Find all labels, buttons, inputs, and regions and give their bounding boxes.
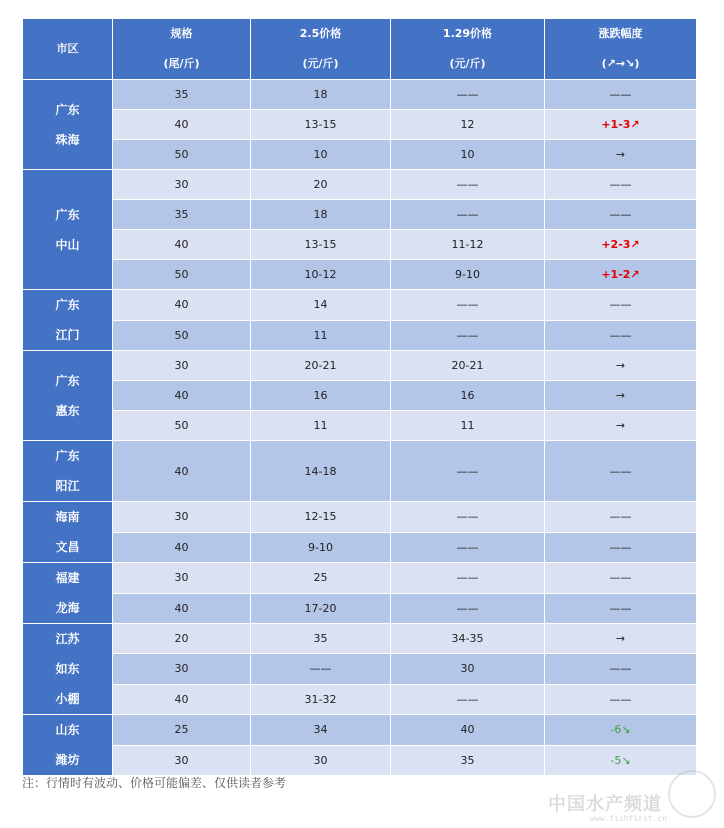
price-2-5-value: 9-10 [308,540,333,554]
price-1-29-value: 12 [460,118,475,131]
spec-cell [113,230,251,260]
price-1-29-cell [391,200,545,230]
price-2-5-cell [251,230,391,260]
region-name: 珠海 [55,132,80,147]
price-1-29-value: 9-10 [455,268,480,281]
spec-value: 25 [174,723,189,737]
region-name: 如东 [55,662,80,676]
region-name: 广东 [55,207,80,222]
region-name: 中山 [55,237,80,252]
spec-cell [113,260,251,290]
price-1-29-cell [391,563,545,594]
price-2-5-cell [251,654,391,684]
spec-cell [113,593,251,624]
table-row [23,170,697,200]
spec-cell [113,502,251,533]
price-2-5-value: 11 [313,419,328,432]
price-1-29-value: 30 [460,662,475,676]
change-value: -5↘ [610,753,631,767]
spec-value: 50 [174,148,189,161]
price-2-5-value: 34 [313,723,328,737]
spec-value: 20 [174,632,189,646]
change-value: —— [609,510,632,524]
spec-cell [113,290,251,321]
change-cell [545,110,697,140]
price-1-29-value: 40 [460,723,475,737]
table-row [23,411,697,441]
region-cell [23,502,113,563]
header-price-2-5: 2.5价格 (元/斤) [251,19,391,80]
change-cell [545,715,697,746]
table-row [23,140,697,170]
spec-cell [113,320,251,351]
price-2-5-value: —— [309,662,332,676]
change-value: —— [609,540,632,554]
price-1-29-value: 34-35 [451,632,484,646]
table-row [23,593,697,624]
price-1-29-value: 11 [460,419,475,432]
spec-cell [113,200,251,230]
change-value: → [615,419,626,432]
spec-value: 40 [174,692,189,706]
spec-value: 40 [174,389,189,402]
change-value: -6↘ [610,723,631,737]
price-2-5-value: 14 [313,298,328,312]
change-value: —— [609,571,632,585]
change-value: → [615,632,626,646]
price-2-5-value: 18 [313,88,328,101]
price-2-5-cell [251,351,391,381]
spec-value: 40 [174,540,189,554]
price-2-5-value: 12-15 [304,510,337,524]
price-2-5-cell [251,200,391,230]
change-cell [545,624,697,654]
watermark-title: 中国水产频道 [548,794,662,815]
region-cell [23,563,113,624]
price-2-5-value: 20 [313,178,328,191]
price-2-5-cell [251,502,391,533]
change-value: —— [609,328,632,342]
spec-cell [113,745,251,776]
price-2-5-value: 20-21 [304,359,337,372]
price-2-5-cell [251,260,391,290]
header-region: 市区 [23,19,113,80]
change-cell [545,745,697,776]
price-1-29-value: 20-21 [451,359,484,372]
price-2-5-cell [251,745,391,776]
change-value: —— [609,88,632,101]
price-1-29-value: —— [456,298,479,312]
price-1-29-cell [391,110,545,140]
spec-cell [113,351,251,381]
watermark-url: www.fishfirst.cn [590,814,668,823]
header-price-1-29: 1.29价格 (元/斤) [391,19,545,80]
price-1-29-value: 16 [460,389,475,402]
price-2-5-cell [251,563,391,594]
change-value: —— [609,601,632,615]
region-cell [23,170,113,290]
price-2-5-cell [251,110,391,140]
price-1-29-cell [391,140,545,170]
price-2-5-value: 13-15 [304,118,337,131]
region-name: 广东 [55,102,80,117]
price-2-5-value: 14-18 [304,464,337,478]
spec-value: 30 [174,571,189,585]
region-name: 龙海 [55,601,80,615]
table-row [23,260,697,290]
spec-value: 35 [174,88,189,101]
price-2-5-cell [251,684,391,714]
spec-value: 40 [174,238,189,251]
region-name: 广东 [55,449,80,463]
change-cell [545,381,697,411]
spec-cell [113,684,251,714]
table-body [23,80,697,776]
region-name: 江苏 [55,632,80,646]
price-1-29-value: —— [456,571,479,585]
table-row [23,200,697,230]
change-cell [545,502,697,533]
table-row [23,441,697,502]
region-name: 阳江 [55,479,80,493]
price-1-29-cell [391,230,545,260]
region-name: 惠东 [55,403,80,418]
region-cell [23,715,113,776]
region-cell [23,80,113,170]
spec-value: 50 [174,419,189,432]
price-1-29-cell [391,170,545,200]
price-2-5-cell [251,532,391,563]
price-2-5-value: 31-32 [304,692,337,706]
spec-cell [113,715,251,746]
region-name: 海南 [55,510,80,524]
header-spec: 规格 (尾/斤) [113,19,251,80]
region-name: 广东 [55,373,80,388]
spec-cell [113,110,251,140]
table-row [23,110,697,140]
change-cell [545,260,697,290]
footnote: 注：行情时有波动、价格可能偏差、仅供读者参考 [22,776,287,790]
change-value: → [615,359,626,372]
spec-value: 30 [174,662,189,676]
change-cell [545,593,697,624]
price-2-5-cell [251,624,391,654]
price-1-29-value: —— [456,601,479,615]
region-name: 广东 [55,298,80,312]
price-1-29-cell [391,260,545,290]
price-table [22,18,697,776]
change-cell [545,80,697,110]
table-row [23,351,697,381]
price-1-29-cell [391,502,545,533]
price-1-29-value: —— [456,540,479,554]
price-1-29-cell [391,745,545,776]
table-row [23,502,697,533]
price-1-29-value: 11-12 [451,238,484,251]
spec-value: 40 [174,464,189,478]
spec-value: 40 [174,118,189,131]
price-2-5-value: 10 [313,148,328,161]
region-name: 潍坊 [55,753,80,767]
price-2-5-value: 30 [313,753,328,767]
table-row [23,290,697,321]
change-value: —— [609,298,632,312]
change-cell [545,200,697,230]
table-row [23,715,697,746]
table-row [23,654,697,684]
price-2-5-cell [251,140,391,170]
table-row [23,745,697,776]
change-cell [545,230,697,260]
change-cell [545,684,697,714]
spec-value: 50 [174,268,189,281]
price-1-29-cell [391,411,545,441]
price-1-29-value: —— [456,510,479,524]
spec-value: 30 [174,178,189,191]
change-cell [545,320,697,351]
price-1-29-value: —— [456,464,479,478]
region-name: 文昌 [55,540,80,554]
price-2-5-cell [251,411,391,441]
price-1-29-cell [391,381,545,411]
spec-cell [113,170,251,200]
price-2-5-cell [251,593,391,624]
change-value: +2-3↗ [601,238,640,251]
table-row [23,80,697,110]
price-1-29-cell [391,532,545,563]
change-cell [545,654,697,684]
change-cell [545,563,697,594]
spec-cell [113,532,251,563]
region-cell [23,351,113,441]
spec-cell [113,624,251,654]
region-name: 福建 [55,571,80,585]
spec-value: 30 [174,359,189,372]
price-2-5-value: 17-20 [304,601,337,615]
change-cell [545,441,697,502]
price-2-5-cell [251,320,391,351]
price-1-29-value: —— [456,208,479,221]
region-cell [23,624,113,715]
change-value: —— [609,692,632,706]
price-2-5-value: 10-12 [304,268,337,281]
price-2-5-cell [251,170,391,200]
change-value: —— [609,208,632,221]
price-1-29-value: —— [456,88,479,101]
region-name: 山东 [55,723,80,737]
price-2-5-value: 11 [313,328,328,342]
change-value: → [615,389,626,402]
spec-cell [113,381,251,411]
price-1-29-cell [391,684,545,714]
spec-value: 30 [174,510,189,524]
spec-cell [113,140,251,170]
spec-value: 30 [174,753,189,767]
table-row [23,624,697,654]
price-1-29-value: —— [456,692,479,706]
spec-value: 40 [174,601,189,615]
table-row [23,381,697,411]
spec-cell [113,411,251,441]
table-row [23,320,697,351]
price-2-5-value: 18 [313,208,328,221]
change-cell [545,140,697,170]
region-cell [23,441,113,502]
change-value: +1-2↗ [601,268,640,281]
change-cell [545,532,697,563]
table-row [23,532,697,563]
change-value: —— [609,464,632,478]
price-1-29-value: 35 [460,753,475,767]
price-2-5-cell [251,441,391,502]
spec-value: 35 [174,208,189,221]
price-2-5-value: 35 [313,632,328,646]
change-cell [545,290,697,321]
spec-cell [113,654,251,684]
table-row [23,230,697,260]
region-cell [23,290,113,351]
price-1-29-cell [391,290,545,321]
price-1-29-value: —— [456,328,479,342]
price-1-29-cell [391,320,545,351]
change-cell [545,351,697,381]
change-cell [545,411,697,441]
change-cell [545,170,697,200]
price-2-5-value: 13-15 [304,238,337,251]
price-2-5-cell [251,381,391,411]
price-1-29-cell [391,441,545,502]
spec-value: 50 [174,328,189,342]
table-header [23,19,697,80]
watermark-logo-icon [668,770,716,818]
price-2-5-value: 16 [313,389,328,402]
spec-value: 40 [174,298,189,312]
change-value: —— [609,178,632,191]
price-2-5-cell [251,80,391,110]
change-value: +1-3↗ [601,118,640,131]
price-1-29-cell [391,593,545,624]
table-row [23,563,697,594]
price-2-5-cell [251,290,391,321]
spec-cell [113,563,251,594]
price-1-29-cell [391,80,545,110]
change-value: → [615,148,626,161]
table-row [23,684,697,714]
spec-cell [113,80,251,110]
header-change: 涨跌幅度 (↗→↘) [545,19,697,80]
price-1-29-value: —— [456,178,479,191]
price-1-29-value: 10 [460,148,475,161]
price-1-29-cell [391,351,545,381]
region-name: 小棚 [55,692,80,706]
price-1-29-cell [391,624,545,654]
price-2-5-cell [251,715,391,746]
price-1-29-cell [391,654,545,684]
price-2-5-value: 25 [313,571,328,585]
change-value: —— [609,662,632,676]
region-name: 江门 [55,328,80,342]
price-1-29-cell [391,715,545,746]
spec-cell [113,441,251,502]
